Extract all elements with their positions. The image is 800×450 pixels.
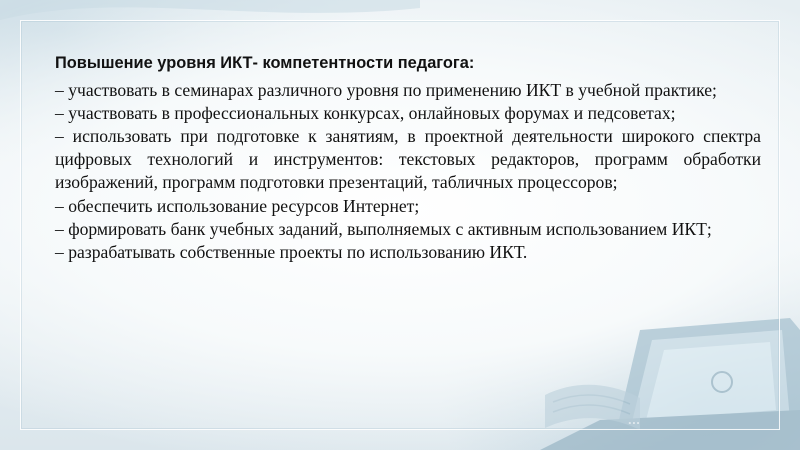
list-item: – участвовать в семинарах различного уровня по применению ИКТ в учебной практике; bbox=[55, 80, 717, 101]
text-content bbox=[55, 52, 761, 264]
top-cloud-shape bbox=[0, 0, 420, 20]
watermark: ... bbox=[628, 412, 641, 427]
heading: Повышение уровня ИКТ- компетентности педагога: bbox=[55, 54, 475, 72]
laptop-image bbox=[540, 318, 800, 450]
list-item: – участвовать в профессиональных конкурсах, онлайновых форумах и педсоветах; bbox=[55, 103, 676, 124]
list-item: – разрабатывать собственные проекты по использованию ИКТ. bbox=[55, 241, 528, 262]
list-item: – обеспечить использование ресурсов Интернет; bbox=[55, 195, 420, 216]
list-item: – использовать при подготовке к занятиям, в проектной деятельности широкого спектра цифровых технологий и инструментов: текстовых редакторов, программ обработки изображений, программ подготовки презентаций, табличных процессоров; bbox=[55, 126, 761, 193]
list-item: – формировать банк учебных заданий, выполняемых с активным использованием ИКТ; bbox=[55, 218, 712, 239]
